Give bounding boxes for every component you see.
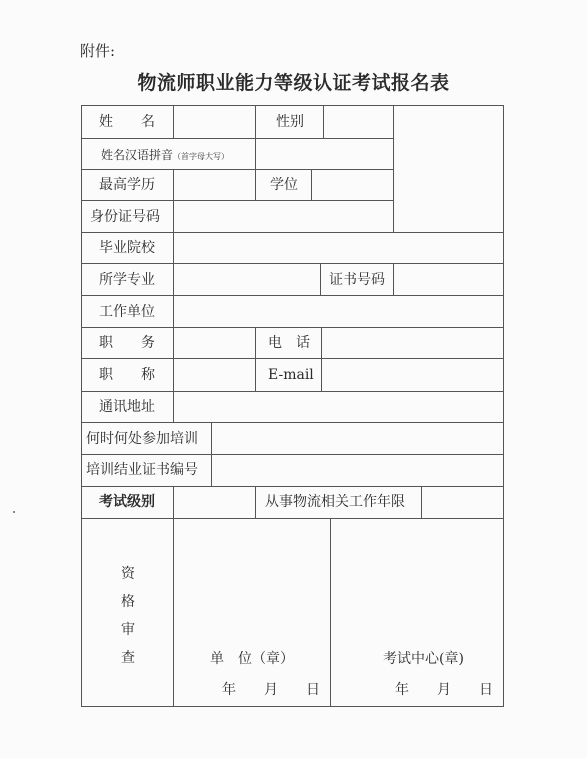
training-when-where-label: 何时何处参加培训: [86, 431, 198, 447]
education-label: 最高学历: [99, 177, 155, 193]
row-line: [81, 263, 504, 264]
row-line: [81, 706, 504, 707]
school-label: 毕业院校: [99, 240, 155, 256]
col-line: [255, 138, 256, 169]
col-line: [255, 169, 256, 200]
review-char: 审: [121, 622, 135, 638]
major-label: 所学专业: [99, 272, 155, 288]
date-right: 年 月 日: [395, 682, 493, 698]
gender-label: 性别: [276, 114, 304, 130]
col-line: [173, 105, 174, 138]
col-line: [173, 169, 174, 232]
col-line: [421, 486, 422, 518]
border-right: [503, 105, 504, 707]
degree-label: 学位: [270, 177, 298, 193]
review-char: 资: [121, 566, 135, 582]
col-line: [393, 105, 394, 232]
row-line: [81, 391, 504, 392]
col-line: [393, 263, 394, 295]
attachment-label: 附件:: [80, 42, 116, 60]
row-line: [81, 327, 504, 328]
row-line: [81, 295, 504, 296]
row-line: [81, 454, 504, 455]
unit-seal-label: 单 位（章）: [210, 651, 294, 667]
review-char: 格: [121, 594, 135, 610]
row-line: [81, 138, 394, 139]
scan-speck: [13, 511, 15, 513]
form-title: 物流师职业能力等级认证考试报名表: [137, 72, 450, 94]
col-line: [330, 518, 331, 707]
row-line: [81, 200, 394, 201]
pinyin-text: 姓名汉语拼音: [101, 148, 174, 162]
col-line: [320, 263, 321, 295]
col-line: [173, 232, 174, 423]
col-line: [211, 422, 212, 486]
name-label: 姓 名: [99, 114, 155, 130]
center-seal-label: 考试中心(章): [383, 651, 464, 667]
row-line: [81, 169, 394, 170]
pinyin-label: [101, 148, 229, 164]
title-rank-label: 职 称: [99, 367, 155, 383]
phone-label: 电 话: [268, 335, 310, 351]
address-label: 通讯地址: [99, 399, 155, 415]
col-line: [323, 105, 324, 138]
pinyin-note: （首字母大写）: [173, 152, 230, 161]
position-label: 职 务: [99, 335, 155, 351]
id-number-label: 身份证号码: [90, 209, 160, 225]
row-line: [81, 518, 504, 519]
cert-number-label: 证书号码: [329, 272, 385, 288]
date-left: 年 月 日: [222, 682, 320, 698]
row-line: [81, 486, 504, 487]
row-line: [81, 232, 504, 233]
border-left: [81, 105, 82, 707]
training-cert-number-label: 培训结业证书编号: [86, 462, 198, 478]
col-line: [255, 105, 256, 138]
row-line: [81, 422, 504, 423]
email-label: E-mail: [268, 367, 314, 383]
col-line: [255, 486, 256, 518]
col-line: [173, 486, 174, 707]
row-line: [81, 105, 504, 106]
exam-level-label: 考试级别: [99, 494, 155, 510]
col-line: [311, 169, 312, 200]
years-experience-label: 从事物流相关工作年限: [265, 494, 405, 510]
col-line: [321, 327, 322, 391]
employer-label: 工作单位: [99, 304, 155, 320]
col-line: [255, 327, 256, 391]
row-line: [81, 358, 504, 359]
review-char: 查: [121, 650, 135, 666]
